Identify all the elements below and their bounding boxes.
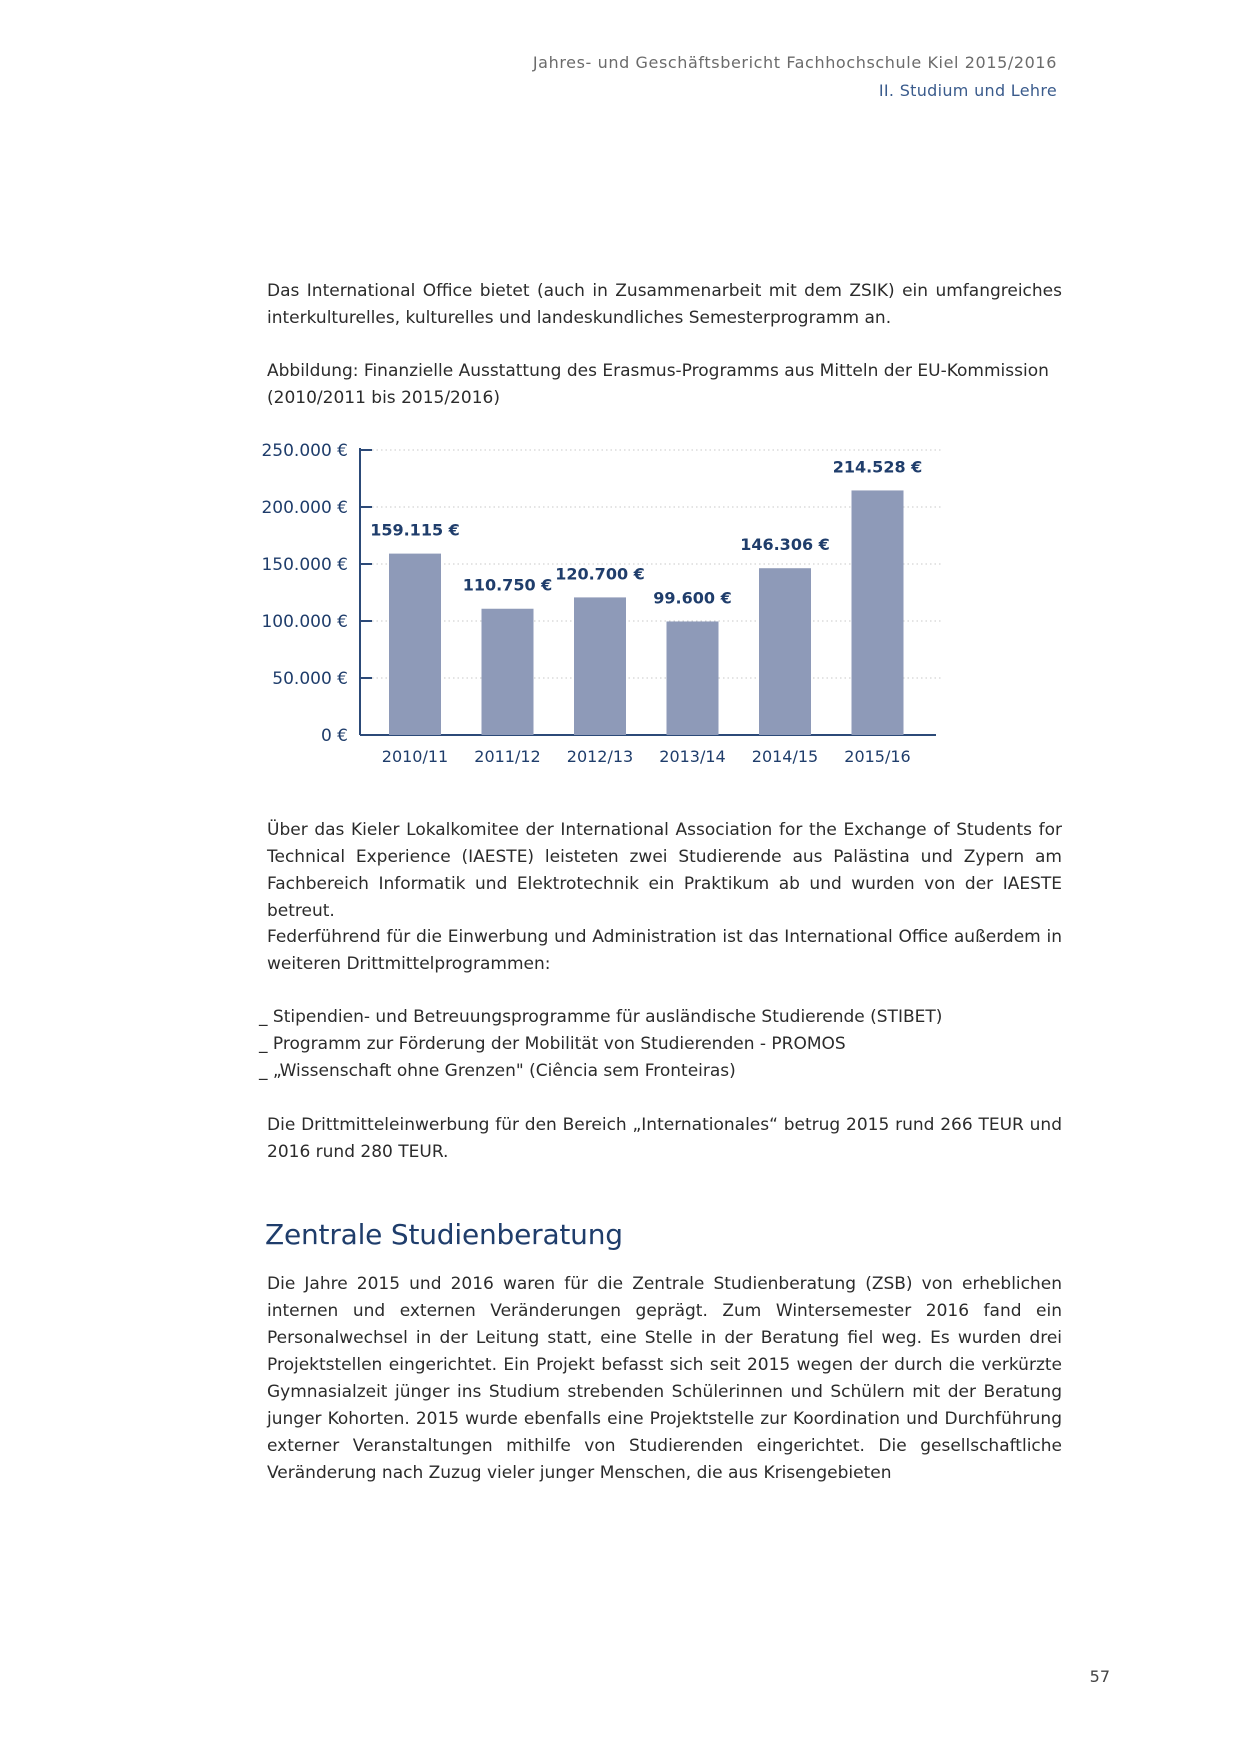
y-tick-label: 150.000 €	[261, 555, 348, 575]
x-tick-label: 2010/11	[381, 747, 449, 766]
report-title: Jahres- und Geschäftsbericht Fachhochschule Kiel 2015/2016	[532, 53, 1057, 72]
value-label: 120.700 €	[555, 564, 645, 584]
intro-block	[267, 278, 1062, 332]
drittmittel-block	[267, 924, 1062, 978]
y-tick-label: 50.000 €	[272, 669, 348, 689]
figure-caption-block	[267, 358, 1062, 412]
y-tick-label: 250.000 €	[261, 441, 348, 461]
y-tick-label: 0 €	[320, 726, 348, 746]
x-tick-label: 2011/12	[474, 747, 541, 766]
section-heading: Zentrale Studienberatung	[265, 1218, 623, 1251]
list-item: _ „Wissenschaft ohne Grenzen" (Ciência sem Fronteiras)	[259, 1061, 736, 1081]
x-tick-label: 2014/15	[751, 747, 819, 766]
value-label: 99.600 €	[653, 588, 732, 608]
drittmittel-paragraph: Federführend für die Einwerbung und Administration ist das International Office außerdem in weiteren Drittmittelprogrammen:	[267, 927, 1062, 974]
iaeste-block	[267, 817, 1062, 925]
funding-paragraph: Die Drittmitteleinwerbung für den Bereich „Internationales“ betrug 2015 rund 266 TEUR und 2016 rund 280 TEUR.	[267, 1115, 1062, 1162]
zsb-paragraph: Die Jahre 2015 und 2016 waren für die Zentrale Studienberatung (ZSB) von erheblichen internen und externen Veränderungen geprägt. Zum Wintersemester 2016 fand ein Personalwechsel in der Leitung statt, eine Stelle in der Beratung fiel weg. Es wurden drei Projektstellen eingerichtet. Ein Projekt befasst sich seit 2015 wegen der durch die verkürzte Gymnasialzeit jünger ins Studium strebenden Schülerinnen und Schülern mit der Beratung junger Kohorten. 2015 wurde ebenfalls eine Projektstelle zur Koordination und Durchführung externer Veranstaltungen mithilfe von Studierenden eingerichtet. Die gesellschaftliche Veränderung nach Zuzug vieler junger Menschen, die aus Krisengebieten	[267, 1274, 1062, 1483]
value-label: 214.528 €	[832, 457, 923, 477]
x-tick-label: 2012/13	[566, 747, 634, 766]
bar	[389, 554, 441, 735]
value-label: 110.750 €	[462, 575, 553, 595]
zsb-block	[267, 1271, 1062, 1487]
iaeste-paragraph: Über das Kieler Lokalkomitee der International Association for the Exchange of Students for Technical Experience (IAESTE) leisteten zwei Studierende aus Palästina und Zypern am Fachbereich Informatik und Elektrotechnik ein Praktikum ab und wurden von der IAESTE betreut.	[267, 820, 1062, 921]
y-tick-label: 200.000 €	[261, 498, 348, 518]
page-number: 57	[1089, 1667, 1110, 1686]
list-item: _ Programm zur Förderung der Mobilität von Studierenden - PROMOS	[259, 1034, 846, 1054]
bar	[667, 621, 719, 735]
y-tick-label: 100.000 €	[261, 612, 348, 632]
bar	[482, 609, 534, 735]
running-header	[533, 52, 1057, 102]
value-label: 159.115 €	[370, 520, 460, 540]
value-label: 146.306 €	[740, 535, 830, 555]
bar-chart-svg	[250, 430, 970, 790]
program-list	[259, 1004, 1054, 1085]
list-item: _ Stipendien- und Betreuungsprogramme für ausländische Studierende (STIBET)	[259, 1007, 943, 1027]
x-tick-label: 2015/16	[844, 747, 911, 766]
program-list-block	[259, 1004, 1054, 1085]
intro-paragraph: Das International Office bietet (auch in Zusammenarbeit mit dem ZSIK) ein umfangreiches interkulturelles, kulturelles und landeskundliches Semesterprogramm an.	[267, 281, 1062, 328]
figure-caption: Abbildung: Finanzielle Ausstattung des Erasmus-Programms aus Mitteln der EU-Kommission (2010/2011 bis 2015/2016)	[267, 361, 1049, 408]
erasmus-funding-chart	[250, 430, 970, 790]
bar	[759, 568, 811, 735]
section-title: II. Studium und Lehre	[878, 81, 1057, 100]
funding-block	[267, 1112, 1062, 1166]
bar	[574, 597, 626, 735]
x-tick-label: 2013/14	[659, 747, 726, 766]
bar	[852, 490, 904, 735]
